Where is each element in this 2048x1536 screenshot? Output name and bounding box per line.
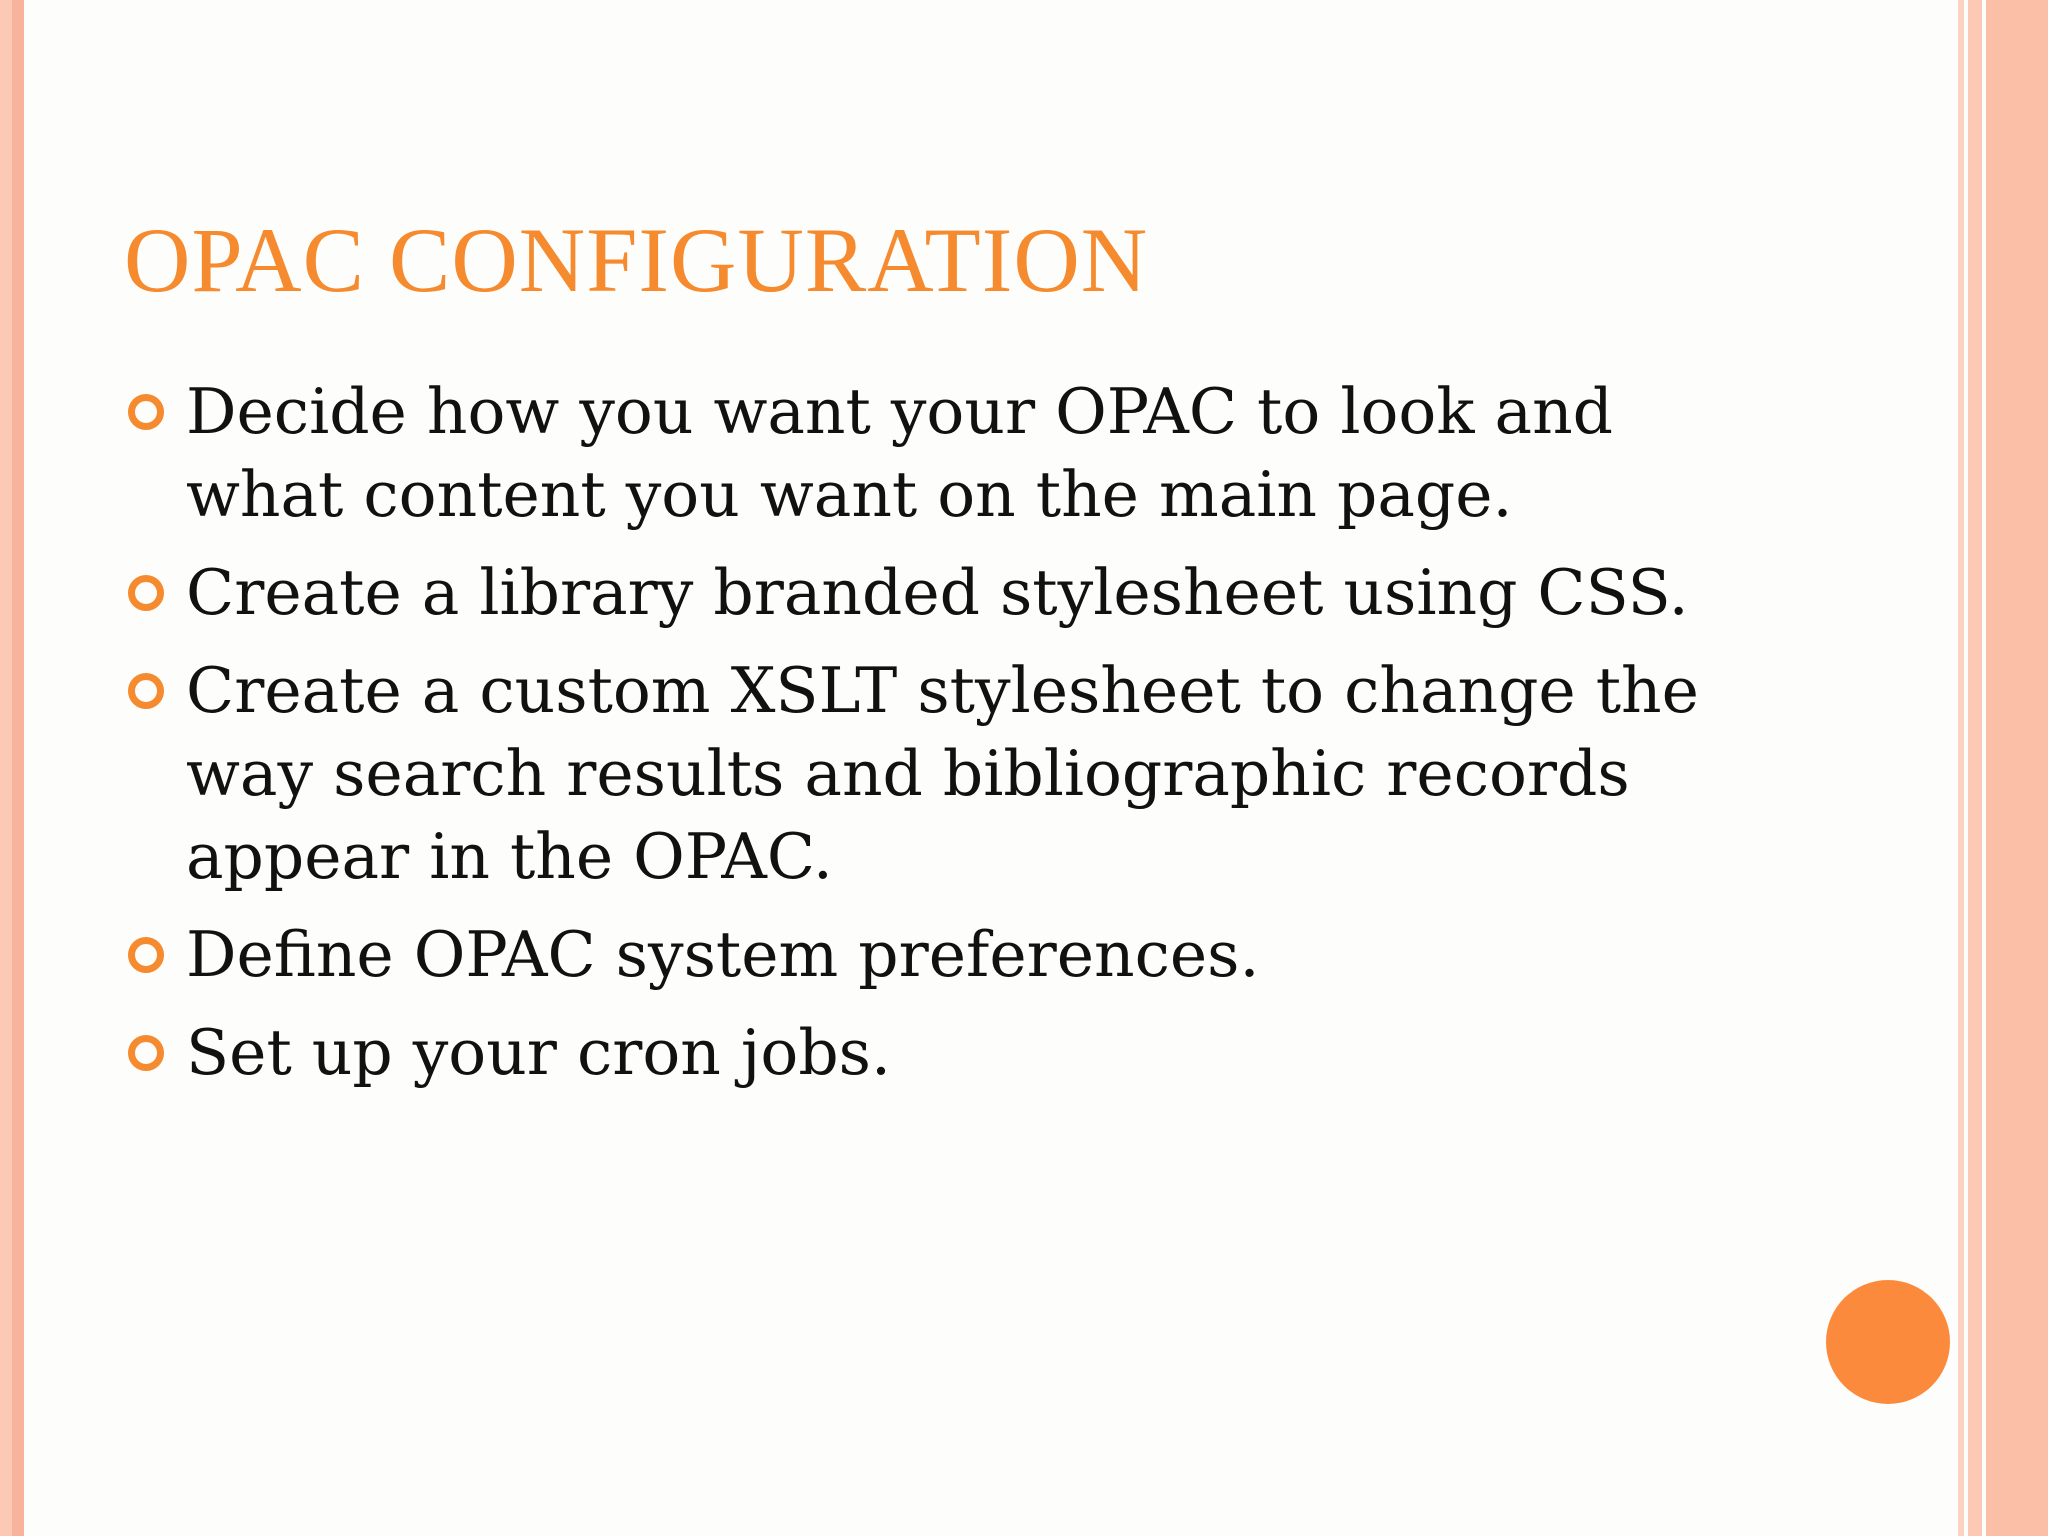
- right-border-stripe: [1968, 0, 1982, 1536]
- bullet-text: Decide how you want your OPAC to look and what content you want on the main page.: [186, 375, 1614, 531]
- hollow-circle-bullet-icon: [128, 575, 164, 611]
- hollow-circle-bullet-icon: [128, 937, 164, 973]
- bullet-item: [124, 551, 1764, 634]
- bullet-item: [124, 913, 1764, 996]
- bullet-item: [124, 370, 1764, 536]
- bullet-list: [124, 370, 1764, 1109]
- bullet-text: Create a custom XSLT stylesheet to change the way search results and bibliographic records appear in the OPAC.: [186, 654, 1699, 893]
- hollow-circle-bullet-icon: [128, 673, 164, 709]
- bullet-text: Define OPAC system preferences.: [186, 918, 1260, 991]
- left-border-stripe: [0, 0, 24, 1536]
- right-border-band: [1986, 0, 2048, 1536]
- decorative-orange-circle: [1826, 1280, 1950, 1404]
- hollow-circle-bullet-icon: [128, 1035, 164, 1071]
- bullet-text: Set up your cron jobs.: [186, 1016, 892, 1089]
- bullet-item: [124, 1011, 1764, 1094]
- bullet-item: [124, 649, 1764, 898]
- bullet-text: Create a library branded stylesheet using CSS.: [186, 556, 1689, 629]
- hollow-circle-bullet-icon: [128, 394, 164, 430]
- slide-title: OPAC CONFIGURATION: [124, 209, 1149, 311]
